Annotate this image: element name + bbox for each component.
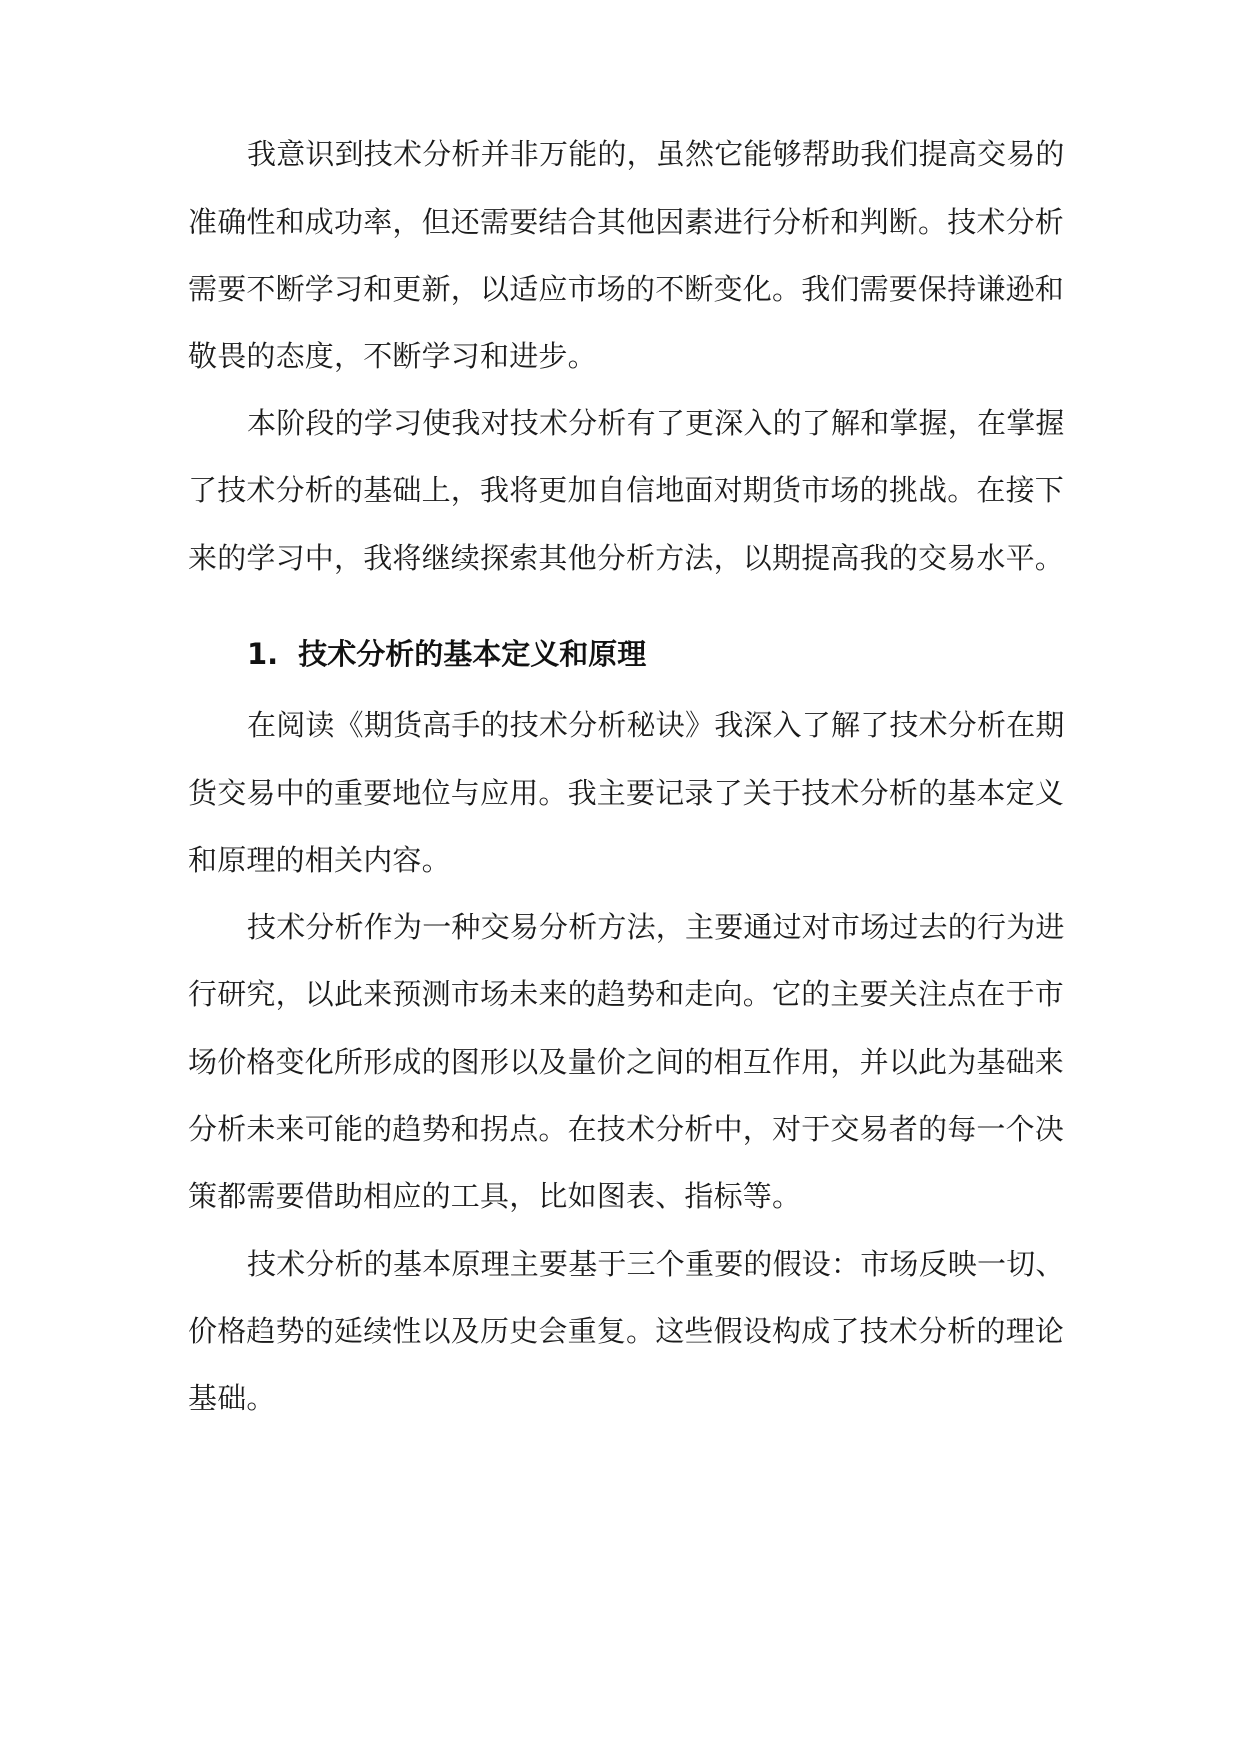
paragraph-4-line-5: 策都需要借助相应的工具，比如图表、指标等。 <box>188 1179 802 1213</box>
paragraph-2-line-1: 本阶段的学习使我对技术分析有了更深入的了解和掌握，在掌握 <box>247 406 1065 440</box>
paragraph-5-line-2: 价格趋势的延续性以及历史会重复。这些假设构成了技术分析的理论 <box>188 1314 1065 1348</box>
paragraph-4-line-2: 行研究，以此来预测市场未来的趋势和走向。它的主要关注点在于市 <box>188 977 1065 1011</box>
paragraph-1-line-4: 敬畏的态度，不断学习和进步。 <box>188 339 597 373</box>
section-number: 1. <box>247 637 279 671</box>
paragraph-1-line-1: 我意识到技术分析并非万能的，虽然它能够帮助我们提高交易的 <box>247 137 1065 171</box>
paragraph-4-line-3: 场价格变化所形成的图形以及量价之间的相互作用，并以此为基础来 <box>188 1045 1065 1079</box>
paragraph-1-line-3: 需要不断学习和更新，以适应市场的不断变化。我们需要保持谦逊和 <box>188 272 1065 306</box>
paragraph-5-line-1: 技术分析的基本原理主要基于三个重要的假设：市场反映一切、 <box>247 1247 1065 1281</box>
paragraph-2-line-3: 来的学习中，我将继续探索其他分析方法，以期提高我的交易水平。 <box>188 541 1065 575</box>
paragraph-1-line-2: 准确性和成功率，但还需要结合其他因素进行分析和判断。技术分析 <box>188 205 1065 239</box>
section-title: 技术分析的基本定义和原理 <box>298 637 647 671</box>
paragraph-3-line-2: 货交易中的重要地位与应用。我主要记录了关于技术分析的基本定义 <box>188 776 1065 810</box>
paragraph-4-line-4: 分析未来可能的趋势和拐点。在技术分析中，对于交易者的每一个决 <box>188 1112 1065 1146</box>
paragraph-4-line-1: 技术分析作为一种交易分析方法，主要通过对市场过去的行为进 <box>247 910 1065 944</box>
paragraph-3-line-1: 在阅读《期货高手的技术分析秘诀》我深入了解了技术分析在期 <box>247 708 1065 742</box>
paragraph-5-line-3: 基础。 <box>188 1381 276 1415</box>
section-heading <box>247 634 1058 674</box>
paragraph-2-line-2: 了技术分析的基础上，我将更加自信地面对期货市场的挑战。在接下 <box>188 473 1065 507</box>
paragraph-3-line-3: 和原理的相关内容。 <box>188 843 451 877</box>
